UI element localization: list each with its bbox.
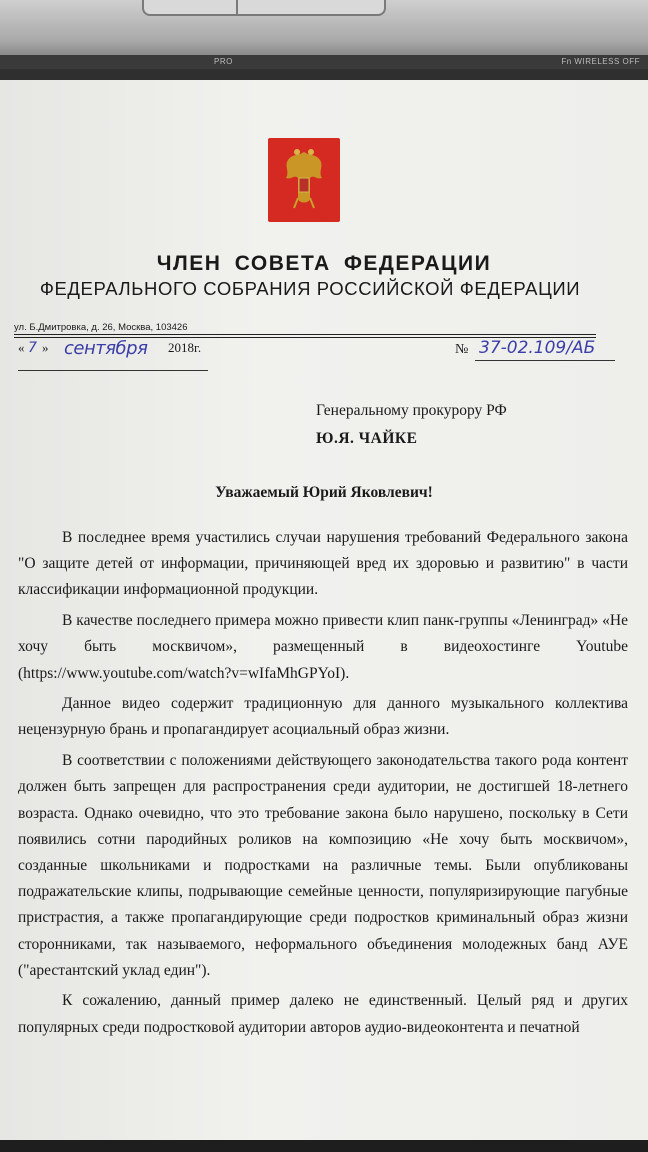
device-hinge — [142, 0, 386, 16]
paragraph: Данное видео содержит традиционную для данного музыкального коллектива нецензурную брань и пропагандирует асоциальный образ жизни. — [18, 695, 628, 739]
letter-page — [0, 80, 648, 1140]
addressee-position: Генеральному прокурору РФ — [316, 402, 507, 419]
date-year: 2018г. — [168, 340, 202, 355]
paragraph: В качестве последнего примера можно привести клип панк-группы «Ленинград» «Не хочу быть москвичом», размещенный в видеохостинге Youtube (https://www.youtube.com/watch?v=wIfaMhGPYoI). — [18, 612, 628, 682]
number-underline — [475, 360, 615, 361]
number-value: 37-02.109/АБ — [479, 338, 596, 358]
date-month: сентября — [64, 338, 148, 359]
letterhead-address: ул. Б.Дмитровка, д. 26, Москва, 103426 — [14, 322, 188, 333]
letter-body — [18, 525, 628, 1041]
device-strip-label-right: Fn WIRELESS OFF — [561, 57, 640, 66]
salutation: Уважаемый Юрий Яковлевич! — [215, 484, 433, 501]
paragraph: В соответствии с положениями действующего законодательства такого рода контент должен быть запрещен для распространения среди аудитории, не достигшей 18-летнего возраста. Однако очевидно, что это требование закона было нарушено, поскольку в Сети появились сотни пародийных роликов на композицию «Не хочу быть москвичом», созданные школьниками и подростками на различные темы. Были опубликованы подражательские клипы, подрывающие семейные ценности, популяризирующие пагубные пристрастия, а также пропагандирующие среди подростков криминальный образ жизни сторонниками, так называемого, неформального объединения молодежных банд АУЕ ("арестантский уклад един"). — [18, 752, 628, 979]
letterhead-rule — [14, 334, 596, 335]
date-quote-open: « — [18, 340, 25, 355]
paragraph: К сожалению, данный пример далеко не единственный. Целый ряд и других популярных среди подростковой аудитории авторов аудио-видеоконтента и печатной — [18, 992, 628, 1036]
device-status-strip — [0, 55, 648, 69]
coat-of-arms-icon — [268, 138, 340, 222]
letterhead-title: ЧЛЕН СОВЕТА ФЕДЕРАЦИИ — [156, 252, 492, 275]
addressee-name: Ю.Я. ЧАЙКЕ — [316, 430, 418, 447]
date-underline — [18, 370, 208, 371]
device-strip-label-left: PRO — [214, 57, 233, 66]
date-day: 7 — [28, 340, 37, 356]
date-quote-close: » — [42, 340, 49, 355]
paragraph: В последнее время участились случаи нарушения требований Федерального закона "О защите детей от информации, причиняющей вред их здоровью и развитию" в части классификации информационной продукции. — [18, 529, 628, 599]
number-label: № — [455, 342, 469, 357]
device-bottom-edge — [0, 1140, 648, 1152]
device-hinge-divider — [236, 0, 238, 14]
letterhead-subtitle: ФЕДЕРАЛЬНОГО СОБРАНИЯ РОССИЙСКОЙ ФЕДЕРАЦИИ — [39, 278, 581, 299]
